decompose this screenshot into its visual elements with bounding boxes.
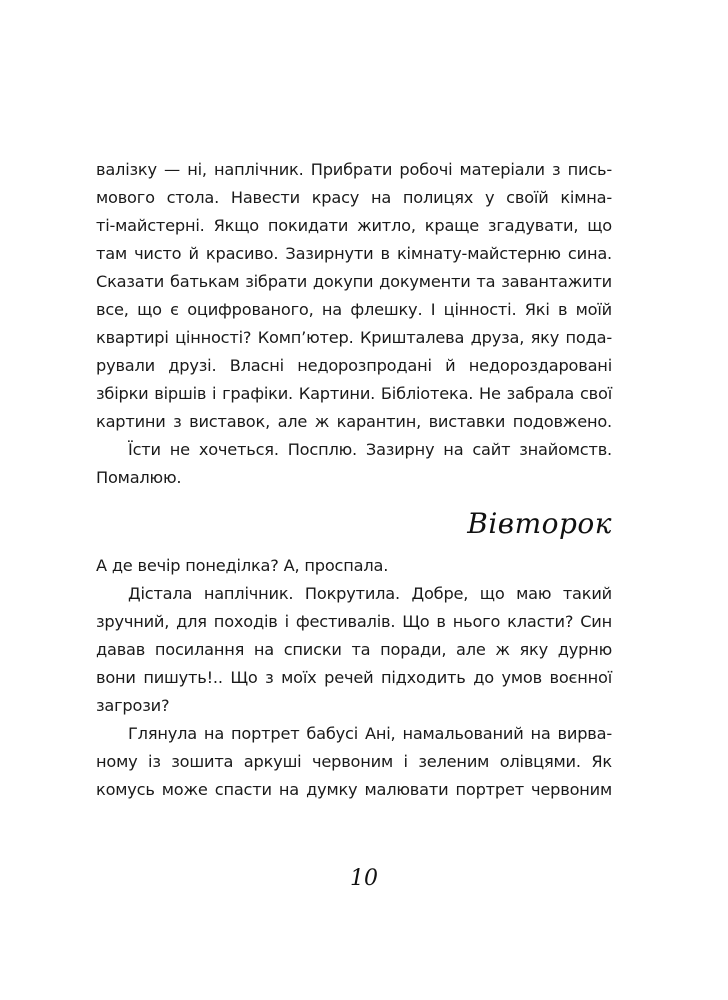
text-line: валізку — ні, наплічник. Прибрати робочі матеріали з пись- [96, 160, 612, 179]
text-line: Глянула на портрет бабусі Ані, намальований на вирва- [128, 724, 612, 743]
text-line: рували друзі. Власні недорозпродані й недороздаровані [96, 356, 612, 375]
text-block-top [96, 156, 612, 492]
page-number: 10 [350, 866, 378, 891]
text-line: збірки віршів і графіки. Картини. Бібліотека. Не забрала свої [96, 384, 612, 403]
text-line: Дістала наплічник. Покрутила. Добре, що маю такий [128, 584, 612, 603]
section-heading: Вівторок [467, 507, 612, 540]
text-line: картини з виставок, але ж карантин, виставки подовжено. [96, 412, 612, 431]
text-line: квартирі цінності? Комп’ютер. Кришталева друза, яку пода- [96, 328, 612, 347]
text-line: ті-майстерні. Якщо покидати житло, краще згадувати, що [96, 216, 612, 235]
text-line: комусь може спасти на думку малювати портрет червоним [96, 780, 612, 799]
text-line: Помалюю. [96, 468, 182, 487]
text-line: Сказати батькам зібрати докупи документи та завантажити [96, 272, 612, 291]
text-line: Їсти не хочеться. Посплю. Зазирну на сайт знайомств. [128, 440, 612, 459]
text-line: зручний, для походів і фестивалів. Що в нього класти? Син [96, 612, 612, 631]
text-line: вони пишуть!.. Що з моїх речей підходить до умов воєнної [96, 668, 612, 687]
text-line: все, що є оцифрованого, на флешку. І цінності. Які в моїй [96, 300, 612, 319]
text-line: А де вечір понеділка? А, проспала. [96, 556, 389, 575]
text-line: загрози? [96, 696, 170, 715]
text-line: мового стола. Навести красу на полицях у своїй кімна- [96, 188, 612, 207]
text-line: ному із зошита аркуші червоним і зеленим олівцями. Як [96, 752, 612, 771]
text-line: там чисто й красиво. Зазирнути в кімнату-майстерню сина. [96, 244, 612, 263]
text-line: давав посилання на списки та поради, але ж яку дурню [96, 640, 612, 659]
text-block-bottom [96, 552, 612, 804]
